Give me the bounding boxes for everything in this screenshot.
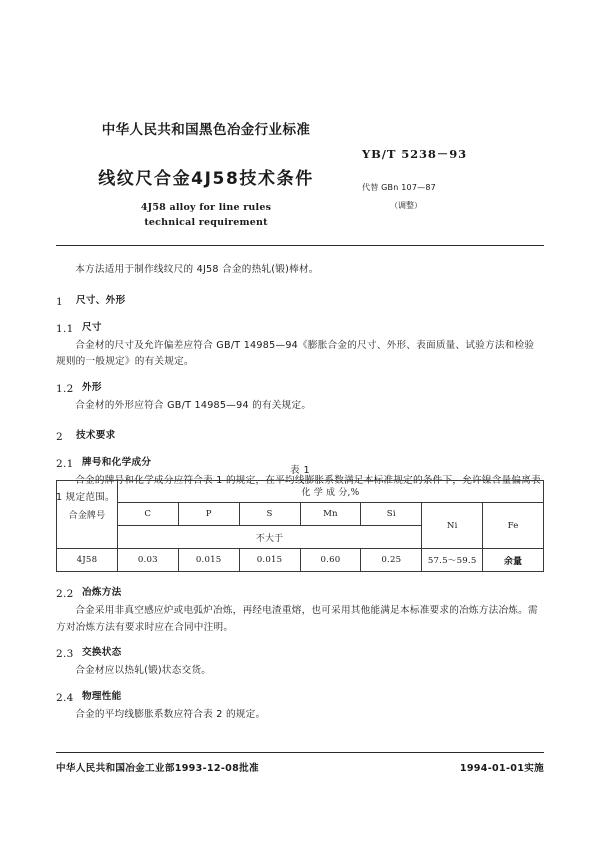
section-2-4-body: 合金的平均线膨胀系数应符合表 2 的规定。: [75, 708, 266, 720]
column-header-c: C: [117, 503, 178, 526]
cell-grade: 4J58: [57, 549, 118, 572]
column-header-mn: Mn: [300, 503, 361, 526]
section-1-1-body: 合金材的尺寸及允许偏差应符合 GB/T 14985—94《膨胀合金的尺寸、外形、表面质量、试验方法和检验规则的一般规定》的有关规定。: [56, 339, 535, 368]
english-title-line2: technical requirement: [144, 216, 268, 228]
section-heading-2-4: [56, 689, 544, 707]
section-number: 1.2: [56, 382, 74, 395]
section-title: 外形: [82, 381, 102, 393]
standard-code: YB/T 5238－93: [362, 147, 468, 161]
cell-ni: 57.5～59.5: [422, 549, 483, 572]
section-number: 1.1: [56, 322, 74, 335]
document-body-lower: [56, 576, 544, 723]
column-header-si: Si: [361, 503, 422, 526]
column-header-grade: 合金牌号: [57, 481, 118, 549]
footer-divider: [56, 752, 544, 753]
section-title: 冶炼方法: [82, 587, 122, 598]
header-divider: [56, 245, 544, 246]
table-header-row-2: [57, 503, 544, 526]
english-title-line1: 4J58 alloy for line rules: [140, 202, 272, 213]
cell-s: 0.015: [239, 549, 300, 572]
section-number: 2.2: [56, 588, 74, 600]
table-1-caption: 表 1: [290, 465, 310, 476]
table-header-row-1: [57, 481, 544, 503]
cell-fe: 余量: [483, 549, 544, 572]
section-heading-1-2: [56, 380, 544, 398]
section-heading-2-3: [56, 645, 544, 663]
national-standard-title: 中华人民共和国黑色冶金行业标准: [101, 122, 311, 138]
section-number: 1: [56, 295, 63, 308]
section-number: 2: [56, 431, 63, 444]
section-1-2-body: 合金材的外形应符合 GB/T 14985—94 的有关规定。: [75, 399, 312, 411]
section-number: 2.1: [56, 458, 74, 471]
chemical-composition-table: [56, 480, 544, 572]
column-header-chemical-composition: 化 学 成 分,%: [117, 481, 543, 503]
scope-paragraph: 本方法适用于制作线纹尺的 4J58 合金的热轧(锻)棒材。: [75, 264, 319, 275]
header-right-block: [362, 146, 544, 211]
section-2-3-body: 合金材应以热轧(锻)状态交货。: [75, 665, 212, 677]
replaces-standard: 代替 GBn 107—87: [362, 183, 436, 192]
limit-label: 不大于: [117, 526, 421, 549]
section-number: 2.4: [56, 691, 74, 704]
section-title: 尺寸: [82, 321, 102, 333]
column-header-ni: Ni: [422, 503, 483, 549]
table-1-container: [56, 462, 544, 572]
section-heading-2: [56, 428, 544, 446]
page-title: 线纹尺合金4J58技术条件: [98, 169, 314, 189]
cell-p: 0.015: [178, 549, 239, 572]
english-title: [56, 201, 356, 230]
section-title: 牌号和化学成分: [82, 457, 152, 469]
section-title: 物理性能: [82, 690, 122, 702]
effective-date: 1994-01-01实施: [459, 763, 544, 774]
approval-statement: 中华人民共和国冶金工业部1993-12-08批准: [56, 763, 259, 774]
cell-c: 0.03: [117, 549, 178, 572]
section-title: 技术要求: [76, 430, 116, 442]
cell-mn: 0.60: [300, 549, 361, 572]
column-header-s: S: [239, 503, 300, 526]
adjusted-note: （调整）: [390, 201, 422, 210]
section-2-2-body: 合金采用非真空感应炉或电弧炉冶炼，再经电渣重熔，也可采用其他能满足本标准要求的冶炼方法冶炼。需方对冶炼方法有要求时应在合同中注明。: [56, 605, 538, 633]
table-row: [57, 549, 544, 572]
section-title: 交换状态: [82, 647, 122, 659]
section-heading-2-2: [56, 585, 544, 603]
cell-si: 0.25: [361, 549, 422, 572]
section-number: 2.3: [56, 648, 74, 661]
section-title: 尺寸、外形: [76, 294, 126, 306]
document-header: [56, 118, 544, 238]
column-header-p: P: [178, 503, 239, 526]
column-header-fe: Fe: [483, 503, 544, 549]
section-heading-1-1: [56, 320, 544, 338]
header-left-block: [56, 118, 356, 230]
section-2-1-body: 合金的牌号和化学成分应符合表 1 的规定，在平均线膨胀系数满足本标准规定的条件下，允许镍含量偏离表 1 规定范围。: [56, 475, 541, 503]
document-footer: [56, 760, 544, 774]
section-heading-1: [56, 293, 544, 311]
